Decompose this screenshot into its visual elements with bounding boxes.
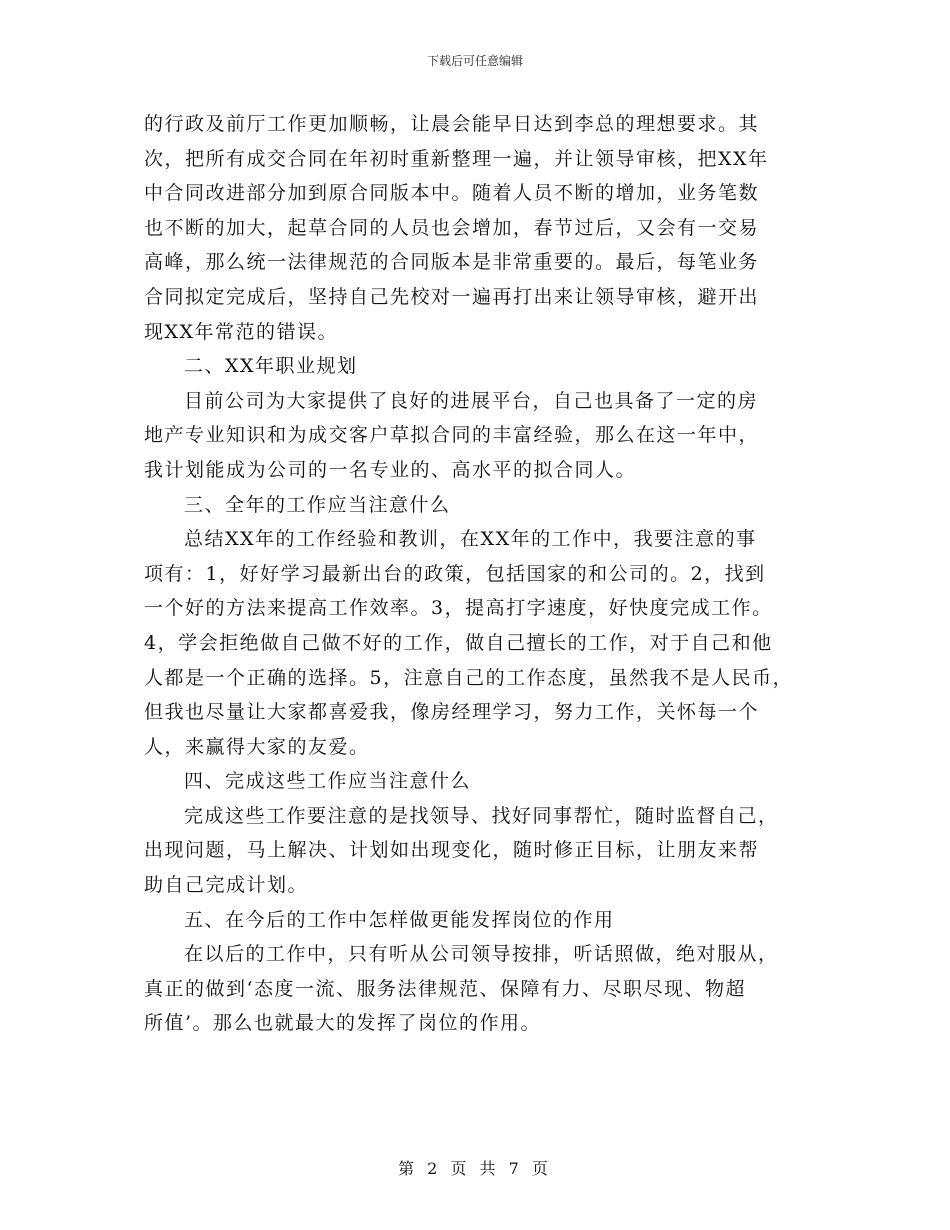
text-line: 现XX年常范的错误。 [144,320,339,343]
section-heading: 五、在今后的工作中怎样做更能发挥岗位的作用 [184,908,615,931]
text-line: 次，把所有成交合同在年初时重新整理一遍，并让领导审核，把XX年 [144,147,769,170]
text-line: 人，来赢得大家的友爱。 [144,735,370,758]
text-line: 的行政及前厅工作更加顺畅，让晨会能早日达到李总的理想要求。其 [144,113,760,135]
text-line: 我计划能成为公司的一名专业的、高水平的拟合同人。 [144,458,637,481]
page-header: 下载后可任意编辑 [426,54,523,68]
text-line: 中合同改进部分加到原合同版本中。随着人员不断的增加，业务笔数 [144,182,760,205]
text-line: 合同拟定完成后，坚持自己先校对一遍再打出来让领导审核，避开出 [144,285,760,308]
text-line: 总结XX年的工作经验和教训，在XX年的工作中，我要注意的事 [184,528,757,551]
text-line: 也不断的加大，起草合同的人员也会增加，春节过后，又会有一交易 [144,216,760,239]
text-line: 一个好的方法来提高工作效率。3，提高打字速度，好快度完成工作。 [144,597,773,620]
text-line: 助自己完成计划。 [144,874,309,897]
text-line: 完成这些工作要注意的是找领导、找好同事帮忙，随时监督自己， [184,804,779,827]
text-line: 出现问题，马上解决、计划如出现变化，随时修正目标，让朋友来帮 [144,839,760,862]
section-heading: 四、完成这些工作应当注意什么 [184,770,472,793]
text-line: 高峰，那么统一法律规范的合同版本是非常重要的。最后，每笔业务 [144,251,760,274]
text-line: 但我也尽量让大家都喜爱我，像房经理学习，努力工作，关怀每一个 [144,701,760,724]
text-line: 地产专业知识和为成交客户草拟合同的丰富经验，那么在这一年中， [144,424,760,447]
text-line: 所值’。那么也就最大的发挥了岗位的作用。 [144,1012,542,1035]
text-line: 4，学会拒绝做自己做不好的工作，做自己擅长的工作，对于自己和他 [144,631,773,654]
text-line: 真正的做到‘态度一流、服务法律规范、保障有力、尽职尽现、物超 [144,977,747,1000]
text-line: 在以后的工作中，只有听从公司领导按排，听话照做，绝对服从， [184,943,779,966]
document-body [144,107,814,1041]
text-line: 人都是一个正确的选择。5，注意自己的工作态度，虽然我不是人民币， [144,666,794,689]
section-heading: 二、XX年职业规划 [184,355,358,378]
text-line: 目前公司为大家提供了良好的进展平台，自己也具备了一定的房 [184,389,759,412]
text-line: 项有：1，好好学习最新出台的政策，包括国家的和公司的。2，找到 [144,562,766,585]
section-heading: 三、全年的工作应当注意什么 [184,493,451,516]
page-footer: 第 2 页 共 7 页 [398,1159,552,1178]
